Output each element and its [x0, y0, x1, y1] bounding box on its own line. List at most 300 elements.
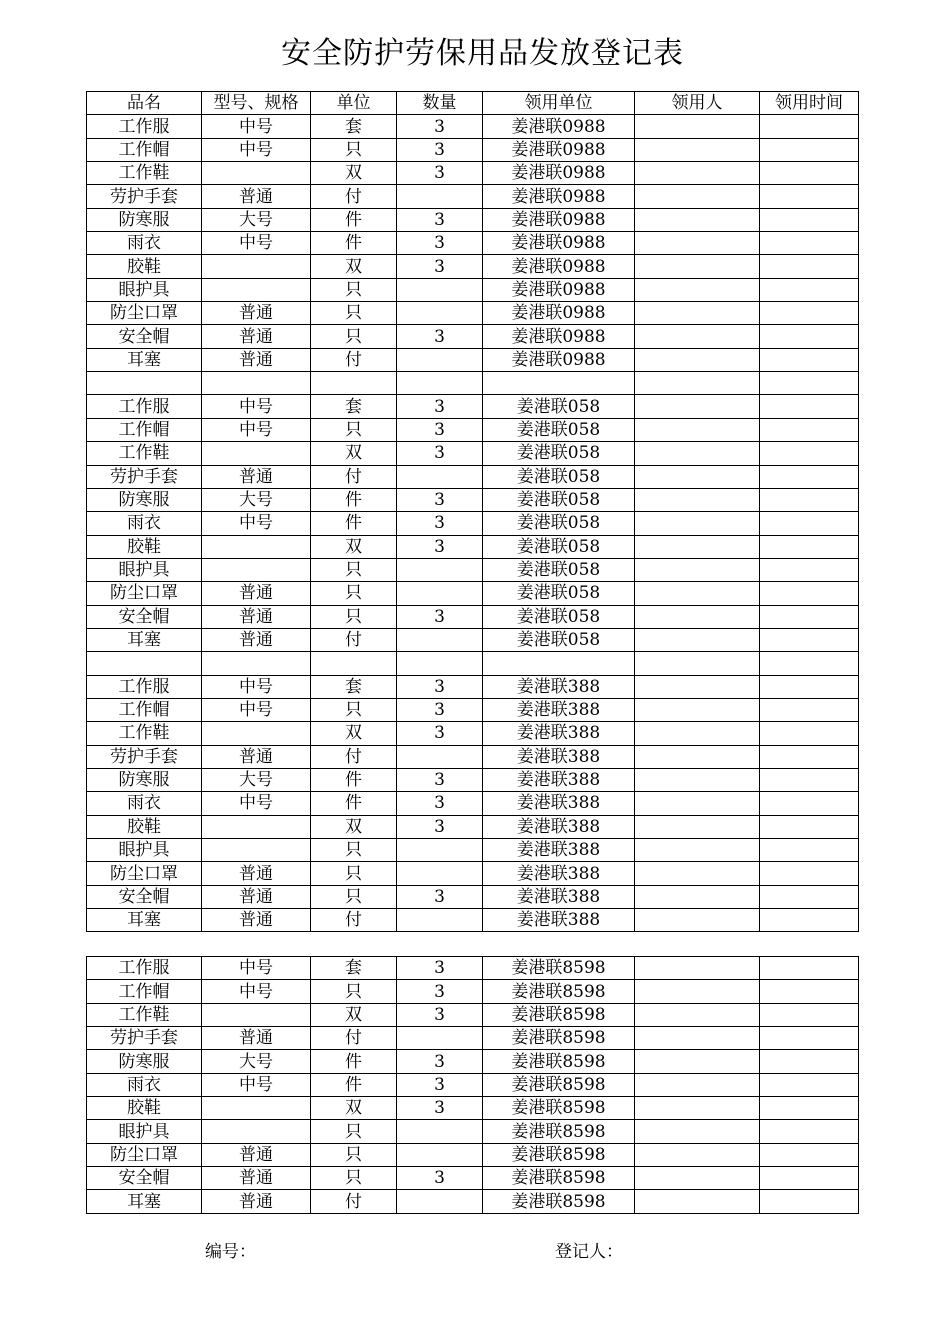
unit-cell: 双: [311, 255, 397, 278]
unit-cell: 只: [311, 138, 397, 161]
recipient-cell: [635, 957, 760, 980]
receiving-unit-cell: 姜港联8598: [483, 1120, 635, 1143]
unit-cell: 双: [311, 1003, 397, 1026]
item-name-cell: 雨衣: [87, 792, 202, 815]
recipient-cell: [635, 909, 760, 932]
item-name-cell: 工作帽: [87, 698, 202, 721]
receive-time-cell: [760, 1143, 859, 1166]
quantity-cell: [397, 628, 483, 651]
unit-cell: 双: [311, 815, 397, 838]
receive-time-cell: [760, 208, 859, 231]
table-header-row: [87, 92, 859, 115]
table-row: [87, 1003, 859, 1026]
receiving-unit-cell: 姜港联0988: [483, 162, 635, 185]
receiving-unit-cell: 姜港联388: [483, 815, 635, 838]
receiving-unit-cell: 姜港联058: [483, 488, 635, 511]
item-name-cell: 工作帽: [87, 138, 202, 161]
unit-cell: 只: [311, 278, 397, 301]
receiving-unit-cell: 姜港联388: [483, 745, 635, 768]
unit-cell: 只: [311, 302, 397, 325]
receive-time-cell: [760, 348, 859, 371]
unit-cell: 件: [311, 1050, 397, 1073]
receiving-unit-cell: 姜港联0988: [483, 185, 635, 208]
receiving-unit-cell: 姜港联058: [483, 582, 635, 605]
table-row: [87, 815, 859, 838]
item-name-cell: 眼护具: [87, 839, 202, 862]
spec-cell: [202, 255, 311, 278]
item-name-cell: 耳塞: [87, 348, 202, 371]
receiving-unit-cell: 姜港联8598: [483, 1143, 635, 1166]
unit-cell: 付: [311, 465, 397, 488]
spec-cell: 中号: [202, 698, 311, 721]
blank-cell: [311, 652, 397, 675]
recipient-cell: [635, 675, 760, 698]
spec-cell: 普通: [202, 325, 311, 348]
recipient-cell: [635, 535, 760, 558]
table-row: [87, 138, 859, 161]
table-row: [87, 1143, 859, 1166]
table-row: [87, 232, 859, 255]
item-name-cell: 防寒服: [87, 488, 202, 511]
quantity-cell: 3: [397, 442, 483, 465]
item-name-cell: 工作服: [87, 675, 202, 698]
spec-cell: 中号: [202, 138, 311, 161]
receive-time-cell: [760, 1027, 859, 1050]
receive-time-cell: [760, 465, 859, 488]
quantity-cell: 3: [397, 255, 483, 278]
table-row: [87, 325, 859, 348]
spec-cell: 大号: [202, 768, 311, 791]
unit-cell: 只: [311, 885, 397, 908]
unit-cell: 付: [311, 745, 397, 768]
table-row: [87, 395, 859, 418]
item-name-cell: 耳塞: [87, 1190, 202, 1213]
quantity-cell: 3: [397, 605, 483, 628]
receive-time-cell: [760, 1050, 859, 1073]
item-name-cell: 工作鞋: [87, 722, 202, 745]
item-name-cell: 工作帽: [87, 418, 202, 441]
recipient-cell: [635, 1027, 760, 1050]
table-row: [87, 582, 859, 605]
table-row: [87, 1167, 859, 1190]
receive-time-cell: [760, 815, 859, 838]
unit-cell: 只: [311, 605, 397, 628]
unit-cell: 套: [311, 395, 397, 418]
table-row: [87, 768, 859, 791]
spec-cell: 普通: [202, 465, 311, 488]
unit-cell: 付: [311, 185, 397, 208]
table-row: [87, 115, 859, 138]
item-name-cell: 眼护具: [87, 558, 202, 581]
quantity-cell: 3: [397, 535, 483, 558]
item-name-cell: 防寒服: [87, 768, 202, 791]
quantity-cell: [397, 582, 483, 605]
header-unit: 单位: [311, 92, 397, 115]
table-row: [87, 465, 859, 488]
quantity-cell: 3: [397, 957, 483, 980]
blank-cell: [397, 652, 483, 675]
recipient-cell: [635, 792, 760, 815]
recipient-cell: [635, 465, 760, 488]
item-name-cell: 安全帽: [87, 605, 202, 628]
table-row: [87, 278, 859, 301]
receive-time-cell: [760, 839, 859, 862]
receiving-unit-cell: 姜港联8598: [483, 980, 635, 1003]
header-quantity: 数量: [397, 92, 483, 115]
blank-separator-row: [87, 652, 859, 675]
recipient-cell: [635, 1050, 760, 1073]
recipient-cell: [635, 395, 760, 418]
unit-cell: 只: [311, 698, 397, 721]
registration-table-continued: [86, 956, 859, 1214]
receive-time-cell: [760, 605, 859, 628]
spec-cell: 大号: [202, 1050, 311, 1073]
spec-cell: [202, 1097, 311, 1120]
receive-time-cell: [760, 698, 859, 721]
item-name-cell: 胶鞋: [87, 535, 202, 558]
blank-cell: [311, 372, 397, 395]
unit-cell: 套: [311, 115, 397, 138]
receiving-unit-cell: 姜港联0988: [483, 325, 635, 348]
receive-time-cell: [760, 745, 859, 768]
receive-time-cell: [760, 1097, 859, 1120]
unit-cell: 只: [311, 839, 397, 862]
spec-cell: 普通: [202, 348, 311, 371]
recipient-cell: [635, 815, 760, 838]
recipient-cell: [635, 185, 760, 208]
quantity-cell: 3: [397, 162, 483, 185]
unit-cell: 件: [311, 488, 397, 511]
receive-time-cell: [760, 115, 859, 138]
quantity-cell: 3: [397, 1050, 483, 1073]
item-name-cell: 雨衣: [87, 232, 202, 255]
spec-cell: 中号: [202, 115, 311, 138]
recipient-cell: [635, 582, 760, 605]
receive-time-cell: [760, 1073, 859, 1096]
blank-cell: [635, 652, 760, 675]
item-name-cell: 劳护手套: [87, 1027, 202, 1050]
table-row: [87, 1120, 859, 1143]
unit-cell: 件: [311, 232, 397, 255]
receive-time-cell: [760, 325, 859, 348]
receiving-unit-cell: 姜港联8598: [483, 957, 635, 980]
item-name-cell: 眼护具: [87, 1120, 202, 1143]
header-receiving-unit: 领用单位: [483, 92, 635, 115]
item-name-cell: 工作帽: [87, 980, 202, 1003]
header-spec: 型号、规格: [202, 92, 311, 115]
table-row: [87, 792, 859, 815]
receiving-unit-cell: 姜港联388: [483, 722, 635, 745]
unit-cell: 件: [311, 792, 397, 815]
quantity-cell: 3: [397, 768, 483, 791]
spec-cell: 普通: [202, 1167, 311, 1190]
number-label: 编号：: [205, 1242, 256, 1262]
item-name-cell: 雨衣: [87, 512, 202, 535]
unit-cell: 付: [311, 348, 397, 371]
receiving-unit-cell: 姜港联058: [483, 605, 635, 628]
receiving-unit-cell: 姜港联8598: [483, 1050, 635, 1073]
recipient-cell: [635, 232, 760, 255]
quantity-cell: 3: [397, 488, 483, 511]
unit-cell: 付: [311, 1027, 397, 1050]
spec-cell: [202, 558, 311, 581]
unit-cell: 双: [311, 535, 397, 558]
recipient-cell: [635, 138, 760, 161]
receive-time-cell: [760, 1120, 859, 1143]
spec-cell: [202, 815, 311, 838]
quantity-cell: 3: [397, 675, 483, 698]
blank-separator-row: [87, 372, 859, 395]
receive-time-cell: [760, 302, 859, 325]
receiving-unit-cell: 姜港联0988: [483, 348, 635, 371]
table-row: [87, 1050, 859, 1073]
unit-cell: 双: [311, 722, 397, 745]
item-name-cell: 胶鞋: [87, 255, 202, 278]
receive-time-cell: [760, 792, 859, 815]
item-name-cell: 耳塞: [87, 628, 202, 651]
quantity-cell: [397, 745, 483, 768]
table-row: [87, 605, 859, 628]
receive-time-cell: [760, 1190, 859, 1213]
spec-cell: 大号: [202, 208, 311, 231]
unit-cell: 只: [311, 1143, 397, 1166]
receiving-unit-cell: 姜港联058: [483, 512, 635, 535]
receiving-unit-cell: 姜港联0988: [483, 138, 635, 161]
receiving-unit-cell: 姜港联0988: [483, 115, 635, 138]
blank-cell: [635, 372, 760, 395]
receive-time-cell: [760, 675, 859, 698]
recipient-cell: [635, 862, 760, 885]
quantity-cell: 3: [397, 325, 483, 348]
registration-table: [86, 91, 859, 932]
recipient-cell: [635, 302, 760, 325]
receiving-unit-cell: 姜港联8598: [483, 1073, 635, 1096]
table-row: [87, 512, 859, 535]
blank-cell: [483, 652, 635, 675]
unit-cell: 付: [311, 628, 397, 651]
quantity-cell: [397, 839, 483, 862]
receiving-unit-cell: 姜港联0988: [483, 278, 635, 301]
item-name-cell: 工作鞋: [87, 442, 202, 465]
unit-cell: 只: [311, 862, 397, 885]
recipient-cell: [635, 605, 760, 628]
recipient-cell: [635, 768, 760, 791]
receive-time-cell: [760, 980, 859, 1003]
quantity-cell: 3: [397, 418, 483, 441]
receive-time-cell: [760, 232, 859, 255]
blank-cell: [483, 372, 635, 395]
recipient-cell: [635, 442, 760, 465]
receiving-unit-cell: 姜港联388: [483, 675, 635, 698]
quantity-cell: 3: [397, 1003, 483, 1026]
recipient-cell: [635, 1073, 760, 1096]
spec-cell: [202, 442, 311, 465]
spec-cell: [202, 1120, 311, 1143]
blank-cell: [202, 372, 311, 395]
spec-cell: [202, 722, 311, 745]
quantity-cell: [397, 1190, 483, 1213]
receive-time-cell: [760, 512, 859, 535]
quantity-cell: 3: [397, 232, 483, 255]
unit-cell: 只: [311, 325, 397, 348]
recipient-cell: [635, 115, 760, 138]
item-name-cell: 工作服: [87, 115, 202, 138]
quantity-cell: [397, 278, 483, 301]
receiving-unit-cell: 姜港联8598: [483, 1167, 635, 1190]
receive-time-cell: [760, 885, 859, 908]
spec-cell: 中号: [202, 957, 311, 980]
item-name-cell: 胶鞋: [87, 1097, 202, 1120]
spec-cell: 普通: [202, 185, 311, 208]
item-name-cell: 防尘口罩: [87, 1143, 202, 1166]
recipient-cell: [635, 1097, 760, 1120]
quantity-cell: 3: [397, 885, 483, 908]
recipient-cell: [635, 255, 760, 278]
receiving-unit-cell: 姜港联8598: [483, 1003, 635, 1026]
receiving-unit-cell: 姜港联388: [483, 698, 635, 721]
item-name-cell: 防尘口罩: [87, 582, 202, 605]
receive-time-cell: [760, 957, 859, 980]
table-row: [87, 909, 859, 932]
receiving-unit-cell: 姜港联0988: [483, 208, 635, 231]
table-row: [87, 1190, 859, 1213]
recipient-cell: [635, 1003, 760, 1026]
recipient-cell: [635, 278, 760, 301]
spec-cell: 普通: [202, 582, 311, 605]
table-row: [87, 628, 859, 651]
table-row: [87, 862, 859, 885]
spec-cell: 普通: [202, 862, 311, 885]
recipient-cell: [635, 839, 760, 862]
blank-cell: [87, 372, 202, 395]
item-name-cell: 防尘口罩: [87, 302, 202, 325]
spec-cell: 普通: [202, 605, 311, 628]
receiving-unit-cell: 姜港联058: [483, 465, 635, 488]
recipient-cell: [635, 418, 760, 441]
spec-cell: 中号: [202, 512, 311, 535]
unit-cell: 只: [311, 558, 397, 581]
receive-time-cell: [760, 628, 859, 651]
spec-cell: 普通: [202, 885, 311, 908]
quantity-cell: 3: [397, 395, 483, 418]
spec-cell: 中号: [202, 980, 311, 1003]
table-row: [87, 558, 859, 581]
item-name-cell: 安全帽: [87, 325, 202, 348]
recipient-cell: [635, 885, 760, 908]
spec-cell: [202, 278, 311, 301]
item-name-cell: 工作服: [87, 395, 202, 418]
table-row: [87, 442, 859, 465]
blank-cell: [87, 652, 202, 675]
receiving-unit-cell: 姜港联058: [483, 442, 635, 465]
receiving-unit-cell: 姜港联0988: [483, 232, 635, 255]
spec-cell: 普通: [202, 909, 311, 932]
receive-time-cell: [760, 395, 859, 418]
receive-time-cell: [760, 162, 859, 185]
spec-cell: 中号: [202, 1073, 311, 1096]
header-receive-time: 领用时间: [760, 92, 859, 115]
receiving-unit-cell: 姜港联388: [483, 792, 635, 815]
quantity-cell: [397, 862, 483, 885]
item-name-cell: 防尘口罩: [87, 862, 202, 885]
quantity-cell: 3: [397, 1097, 483, 1120]
quantity-cell: [397, 1027, 483, 1050]
quantity-cell: 3: [397, 115, 483, 138]
quantity-cell: [397, 348, 483, 371]
unit-cell: 件: [311, 208, 397, 231]
unit-cell: 双: [311, 1097, 397, 1120]
spec-cell: 中号: [202, 232, 311, 255]
unit-cell: 件: [311, 1073, 397, 1096]
item-name-cell: 胶鞋: [87, 815, 202, 838]
table-row: [87, 1073, 859, 1096]
header-recipient: 领用人: [635, 92, 760, 115]
quantity-cell: [397, 185, 483, 208]
table-row: [87, 980, 859, 1003]
spec-cell: [202, 839, 311, 862]
recipient-cell: [635, 325, 760, 348]
spec-cell: 普通: [202, 1190, 311, 1213]
quantity-cell: [397, 1120, 483, 1143]
receive-time-cell: [760, 278, 859, 301]
item-name-cell: 防寒服: [87, 1050, 202, 1073]
spec-cell: 中号: [202, 395, 311, 418]
quantity-cell: [397, 465, 483, 488]
receiving-unit-cell: 姜港联058: [483, 395, 635, 418]
table-row: [87, 535, 859, 558]
recipient-cell: [635, 722, 760, 745]
receiving-unit-cell: 姜港联058: [483, 535, 635, 558]
quantity-cell: [397, 909, 483, 932]
receiving-unit-cell: 姜港联388: [483, 768, 635, 791]
quantity-cell: 3: [397, 722, 483, 745]
receive-time-cell: [760, 488, 859, 511]
recipient-cell: [635, 512, 760, 535]
item-name-cell: 安全帽: [87, 885, 202, 908]
receiving-unit-cell: 姜港联058: [483, 628, 635, 651]
item-name-cell: 工作鞋: [87, 162, 202, 185]
recipient-cell: [635, 558, 760, 581]
table-row: [87, 745, 859, 768]
recipient-cell: [635, 162, 760, 185]
blank-cell: [202, 652, 311, 675]
blank-cell: [760, 652, 859, 675]
spec-cell: 普通: [202, 302, 311, 325]
unit-cell: 只: [311, 1167, 397, 1190]
spec-cell: 普通: [202, 628, 311, 651]
table-row: [87, 957, 859, 980]
receive-time-cell: [760, 138, 859, 161]
unit-cell: 只: [311, 418, 397, 441]
table-row: [87, 698, 859, 721]
receive-time-cell: [760, 768, 859, 791]
recipient-cell: [635, 1120, 760, 1143]
receiving-unit-cell: 姜港联8598: [483, 1190, 635, 1213]
unit-cell: 付: [311, 909, 397, 932]
quantity-cell: [397, 1143, 483, 1166]
receive-time-cell: [760, 582, 859, 605]
recipient-cell: [635, 208, 760, 231]
item-name-cell: 劳护手套: [87, 465, 202, 488]
table-row: [87, 208, 859, 231]
item-name-cell: 安全帽: [87, 1167, 202, 1190]
receiving-unit-cell: 姜港联8598: [483, 1027, 635, 1050]
quantity-cell: 3: [397, 698, 483, 721]
receiving-unit-cell: 姜港联8598: [483, 1097, 635, 1120]
recipient-cell: [635, 488, 760, 511]
receive-time-cell: [760, 1167, 859, 1190]
spec-cell: 普通: [202, 1027, 311, 1050]
